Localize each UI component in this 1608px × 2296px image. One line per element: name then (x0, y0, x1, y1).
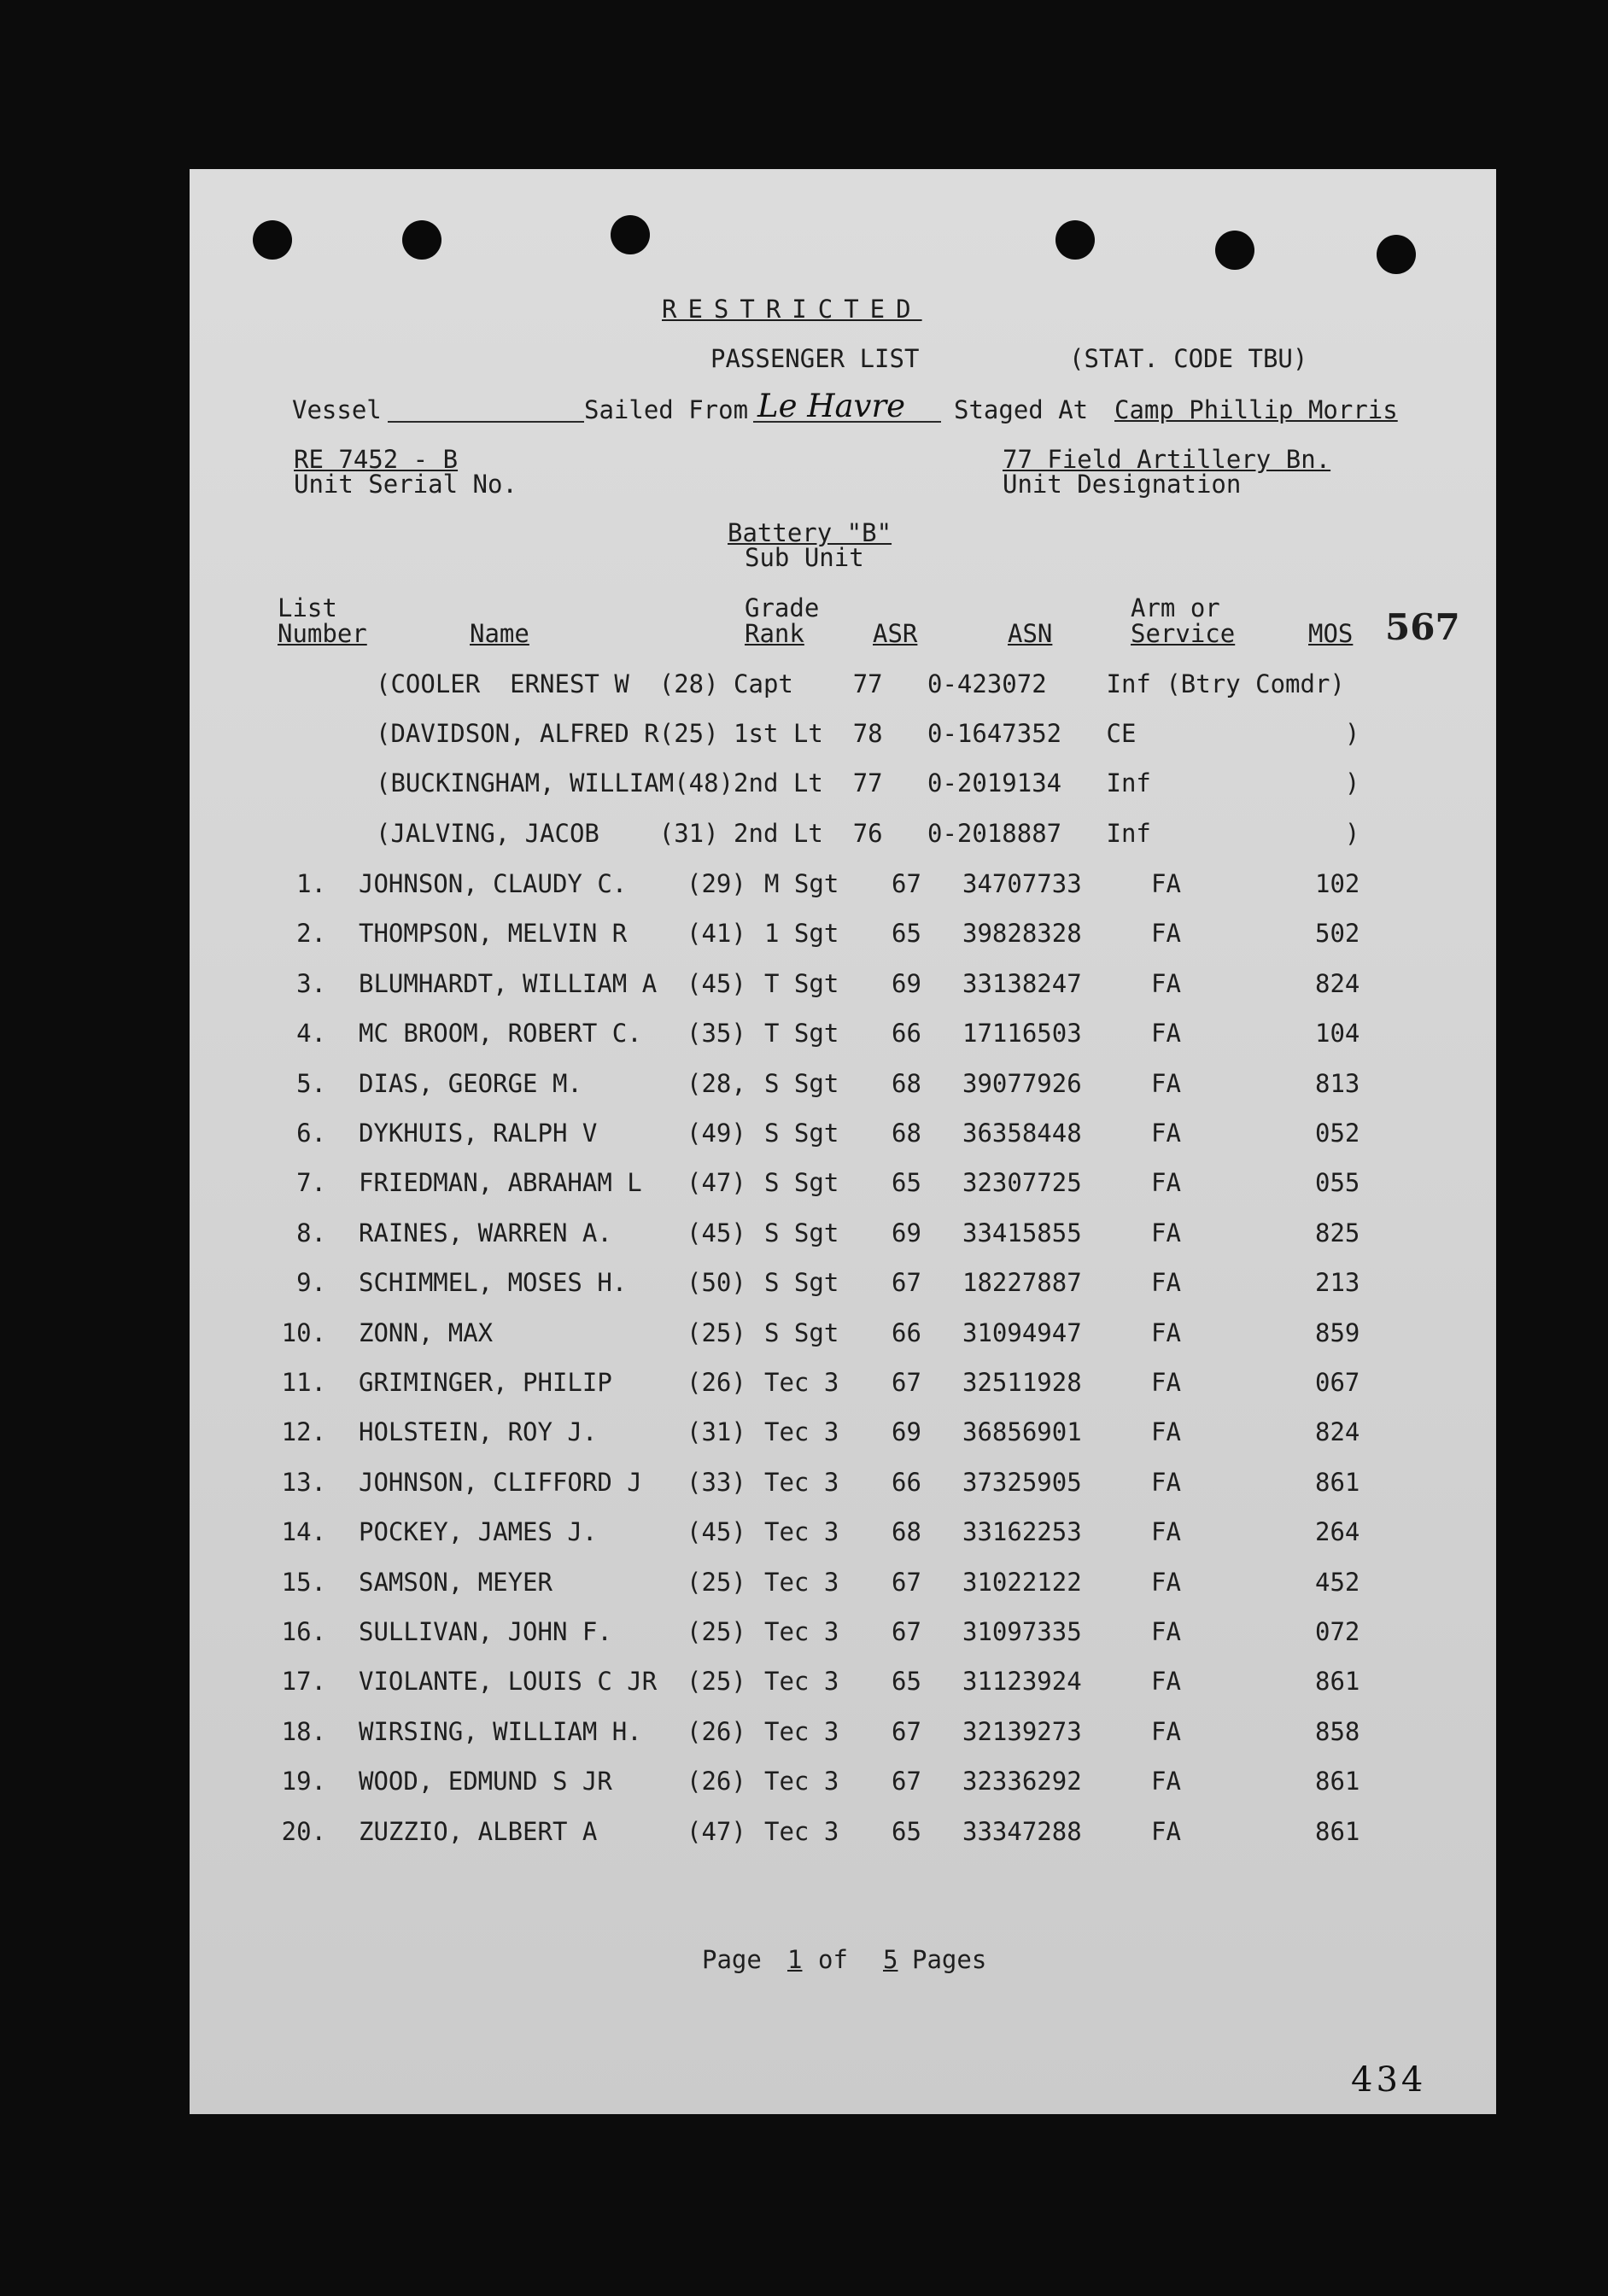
cell-mos: 861 (1315, 1467, 1360, 1497)
cell-name: JOHNSON, CLIFFORD J (359, 1467, 642, 1497)
cell-rank: S Sgt (764, 1317, 839, 1347)
table-row (190, 1617, 1496, 1654)
cell-asn: 34707733 (962, 869, 1082, 898)
cell-rank: S Sgt (764, 1218, 839, 1247)
cell-name: FRIEDMAN, ABRAHAM L (359, 1168, 642, 1198)
officer-row: (DAVIDSON, ALFRED R(25) 1st Lt 78 0-1647352 CE ) (376, 719, 1360, 748)
document-title: PASSENGER LIST (710, 344, 920, 373)
cell-name: GRIMINGER, PHILIP (359, 1368, 612, 1397)
cell-num: 2. (296, 919, 326, 949)
page-total: 5 (883, 1945, 898, 1974)
table-row (190, 1218, 1496, 1255)
cell-age: (26) (687, 1368, 746, 1397)
cell-asr: 67 (892, 1567, 921, 1597)
cell-num: 5. (296, 1068, 326, 1098)
cell-name: JOHNSON, CLAUDY C. (359, 869, 628, 898)
cell-age: (47) (687, 1168, 746, 1198)
cell-asn: 31094947 (962, 1317, 1082, 1347)
cell-rank: Tec 3 (764, 1716, 839, 1746)
cell-mos: 052 (1315, 1119, 1360, 1148)
cell-num: 12. (281, 1417, 326, 1447)
table-row (190, 1816, 1496, 1854)
cell-num: 14. (281, 1517, 326, 1547)
unit-serial-value: RE 7452 - B (294, 445, 459, 474)
cell-arm: FA (1151, 1119, 1181, 1148)
cell-arm: FA (1151, 1567, 1181, 1597)
cell-arm: FA (1151, 1317, 1181, 1347)
cell-asr: 68 (892, 1517, 921, 1547)
cell-mos: 104 (1315, 1019, 1360, 1049)
cell-arm: FA (1151, 1617, 1181, 1646)
cell-num: 15. (281, 1567, 326, 1597)
cell-name: DYKHUIS, RALPH V (359, 1119, 598, 1148)
cell-asr: 65 (892, 1816, 921, 1846)
pages-label: Pages (912, 1945, 987, 1974)
cell-arm: FA (1151, 968, 1181, 998)
cell-name: SCHIMMEL, MOSES H. (359, 1268, 628, 1298)
cell-num: 7. (296, 1168, 326, 1198)
cell-age: (50) (687, 1268, 746, 1298)
cell-asr: 67 (892, 1716, 921, 1746)
unit-designation-value: 77 Field Artillery Bn. (1003, 445, 1331, 474)
cell-name: ZUZZIO, ALBERT A (359, 1816, 598, 1846)
cell-arm: FA (1151, 1467, 1181, 1497)
officer-row: (JALVING, JACOB (31) 2nd Lt 76 0-2018887 Inf ) (376, 819, 1360, 848)
staged-at-value: Camp Phillip Morris (1114, 395, 1398, 424)
cell-asr: 68 (892, 1068, 921, 1098)
cell-rank: S Sgt (764, 1068, 839, 1098)
cell-age: (25) (687, 1667, 746, 1697)
cell-name: VIOLANTE, LOUIS C JR (359, 1667, 658, 1697)
cell-asn: 32139273 (962, 1716, 1082, 1746)
cell-asn: 33162253 (962, 1517, 1082, 1547)
table-row (190, 869, 1496, 906)
cell-name: WIRSING, WILLIAM H. (359, 1716, 642, 1746)
cell-asn: 33415855 (962, 1218, 1082, 1247)
cell-asn: 36856901 (962, 1417, 1082, 1447)
cell-name: HOLSTEIN, ROY J. (359, 1417, 598, 1447)
cell-mos: 861 (1315, 1667, 1360, 1697)
cell-rank: S Sgt (764, 1119, 839, 1148)
cell-asr: 65 (892, 919, 921, 949)
cell-mos: 861 (1315, 1767, 1360, 1796)
corner-number: 567 (1385, 606, 1460, 648)
cell-name: RAINES, WARREN A. (359, 1218, 612, 1247)
cell-num: 8. (296, 1218, 326, 1247)
cell-rank: T Sgt (764, 1019, 839, 1049)
cell-arm: FA (1151, 1767, 1181, 1796)
cell-mos: 055 (1315, 1168, 1360, 1198)
handwritten-page-number: 434 (1351, 2060, 1427, 2100)
cell-mos: 858 (1315, 1716, 1360, 1746)
cell-asn: 39828328 (962, 919, 1082, 949)
table-row (190, 1517, 1496, 1554)
cell-age: (35) (687, 1019, 746, 1049)
cell-asr: 67 (892, 1617, 921, 1646)
col-mos: MOS (1308, 619, 1354, 648)
cell-mos: 813 (1315, 1068, 1360, 1098)
punch-hole (1377, 235, 1416, 274)
cell-arm: FA (1151, 1716, 1181, 1746)
cell-asn: 31022122 (962, 1567, 1082, 1597)
cell-age: (25) (687, 1567, 746, 1597)
cell-age: (31) (687, 1417, 746, 1447)
cell-asn: 17116503 (962, 1019, 1082, 1049)
punch-hole (1055, 220, 1095, 260)
cell-asn: 32511928 (962, 1368, 1082, 1397)
col-asn: ASN (1008, 619, 1053, 648)
cell-rank: Tec 3 (764, 1467, 839, 1497)
cell-num: 20. (281, 1816, 326, 1846)
cell-num: 9. (296, 1268, 326, 1298)
cell-num: 19. (281, 1767, 326, 1796)
cell-arm: FA (1151, 1019, 1181, 1049)
cell-num: 3. (296, 968, 326, 998)
cell-rank: Tec 3 (764, 1617, 839, 1646)
col-list-number-line1: List (278, 593, 337, 622)
cell-rank: Tec 3 (764, 1767, 839, 1796)
cell-asr: 68 (892, 1119, 921, 1148)
cell-asr: 67 (892, 1368, 921, 1397)
cell-age: (45) (687, 1517, 746, 1547)
cell-asn: 39077926 (962, 1068, 1082, 1098)
cell-num: 13. (281, 1467, 326, 1497)
cell-rank: S Sgt (764, 1268, 839, 1298)
cell-mos: 072 (1315, 1617, 1360, 1646)
cell-mos: 824 (1315, 968, 1360, 998)
stat-code: (STAT. CODE TBU) (1069, 344, 1308, 373)
document-sheet (190, 169, 1496, 2114)
col-arm-line2: Service (1131, 619, 1236, 648)
table-row (190, 1417, 1496, 1454)
cell-asr: 65 (892, 1667, 921, 1697)
cell-age: (25) (687, 1617, 746, 1646)
cell-asn: 33347288 (962, 1816, 1082, 1846)
cell-mos: 861 (1315, 1816, 1360, 1846)
cell-name: SULLIVAN, JOHN F. (359, 1617, 612, 1646)
table-row (190, 968, 1496, 1006)
officer-row: (BUCKINGHAM, WILLIAM(48)2nd Lt 77 0-2019134 Inf ) (376, 768, 1360, 797)
cell-age: (45) (687, 1218, 746, 1247)
cell-asn: 18227887 (962, 1268, 1082, 1298)
officer-row: (COOLER ERNEST W (28) Capt 77 0-423072 Inf (Btry Comdr) (376, 669, 1345, 698)
cell-asr: 67 (892, 869, 921, 898)
cell-mos: 102 (1315, 869, 1360, 898)
cell-rank: Tec 3 (764, 1517, 839, 1547)
table-row (190, 1121, 1496, 1155)
cell-name: BLUMHARDT, WILLIAM A (359, 968, 658, 998)
cell-mos: 859 (1315, 1317, 1360, 1347)
cell-arm: FA (1151, 1168, 1181, 1198)
cell-arm: FA (1151, 869, 1181, 898)
cell-age: (25) (687, 1317, 746, 1347)
page-label: Page (702, 1945, 762, 1974)
table-row (190, 1370, 1496, 1405)
cell-arm: FA (1151, 919, 1181, 949)
punch-hole (402, 220, 441, 260)
table-row (190, 1467, 1496, 1504)
cell-rank: Tec 3 (764, 1368, 839, 1397)
cell-asn: 31123924 (962, 1667, 1082, 1697)
punch-hole (611, 215, 650, 254)
cell-num: 1. (296, 869, 326, 898)
table-row (190, 1268, 1496, 1305)
cell-rank: M Sgt (764, 869, 839, 898)
cell-rank: Tec 3 (764, 1567, 839, 1597)
col-arm-line1: Arm or (1131, 593, 1220, 622)
cell-num: 11. (281, 1368, 326, 1397)
cell-num: 18. (281, 1716, 326, 1746)
sailed-from-value: Le Havre (757, 388, 906, 424)
cell-age: (47) (687, 1816, 746, 1846)
table-row (190, 1317, 1496, 1355)
cell-asn: 32307725 (962, 1168, 1082, 1198)
table-row (190, 1068, 1496, 1106)
cell-num: 17. (281, 1667, 326, 1697)
classification-heading: RESTRICTED (662, 295, 922, 324)
table-row (190, 921, 1496, 955)
cell-num: 4. (296, 1019, 326, 1049)
cell-rank: S Sgt (764, 1168, 839, 1198)
cell-name: DIAS, GEORGE M. (359, 1068, 582, 1098)
table-row (190, 1021, 1496, 1055)
table-row (190, 1168, 1496, 1205)
cell-age: (28, (687, 1068, 746, 1098)
cell-name: WOOD, EDMUND S JR (359, 1767, 612, 1796)
of-label: of (818, 1945, 848, 1974)
staged-at-label: Staged At (954, 395, 1089, 424)
page-number: 1 (787, 1945, 803, 1974)
vessel-blank-line (388, 421, 584, 423)
cell-mos: 452 (1315, 1567, 1360, 1597)
cell-age: (41) (687, 919, 746, 949)
cell-arm: FA (1151, 1816, 1181, 1846)
cell-name: SAMSON, MEYER (359, 1567, 553, 1597)
sailed-from-line (753, 421, 941, 423)
sub-unit-label: Sub Unit (745, 543, 864, 572)
cell-num: 6. (296, 1119, 326, 1148)
col-name: Name (470, 619, 529, 648)
table-row (190, 1567, 1496, 1604)
col-list-number-line2: Number (278, 619, 367, 648)
cell-rank: Tec 3 (764, 1667, 839, 1697)
cell-age: (26) (687, 1716, 746, 1746)
punch-hole (1215, 231, 1254, 270)
cell-name: THOMPSON, MELVIN R (359, 919, 628, 949)
unit-serial-label: Unit Serial No. (294, 470, 517, 499)
cell-name: ZONN, MAX (359, 1317, 494, 1347)
cell-asn: 33138247 (962, 968, 1082, 998)
col-grade-line1: Grade (745, 593, 820, 622)
cell-asr: 66 (892, 1317, 921, 1347)
punch-hole (253, 220, 292, 260)
cell-mos: 502 (1315, 919, 1360, 949)
sailed-from-label: Sailed From (584, 395, 749, 424)
cell-asn: 32336292 (962, 1767, 1082, 1796)
cell-arm: FA (1151, 1417, 1181, 1447)
cell-arm: FA (1151, 1218, 1181, 1247)
cell-asr: 66 (892, 1019, 921, 1049)
cell-asn: 36358448 (962, 1119, 1082, 1148)
cell-mos: 824 (1315, 1417, 1360, 1447)
table-row (190, 1716, 1496, 1754)
cell-age: (26) (687, 1767, 746, 1796)
col-asr: ASR (873, 619, 918, 648)
cell-asr: 67 (892, 1268, 921, 1298)
cell-mos: 067 (1315, 1368, 1360, 1397)
cell-asr: 69 (892, 968, 921, 998)
cell-mos: 213 (1315, 1268, 1360, 1298)
cell-arm: FA (1151, 1068, 1181, 1098)
cell-arm: FA (1151, 1268, 1181, 1298)
cell-asn: 31097335 (962, 1617, 1082, 1646)
cell-asn: 37325905 (962, 1467, 1082, 1497)
cell-rank: Tec 3 (764, 1417, 839, 1447)
cell-num: 10. (281, 1317, 326, 1347)
cell-mos: 264 (1315, 1517, 1360, 1547)
cell-rank: 1 Sgt (764, 919, 839, 949)
cell-rank: Tec 3 (764, 1816, 839, 1846)
table-row (190, 1769, 1496, 1803)
cell-num: 16. (281, 1617, 326, 1646)
cell-arm: FA (1151, 1517, 1181, 1547)
sub-unit-value: Battery "B" (728, 518, 892, 547)
cell-name: MC BROOM, ROBERT C. (359, 1019, 642, 1049)
cell-asr: 69 (892, 1218, 921, 1247)
cell-rank: T Sgt (764, 968, 839, 998)
cell-age: (49) (687, 1119, 746, 1148)
table-row (190, 1669, 1496, 1703)
cell-name: POCKEY, JAMES J. (359, 1517, 598, 1547)
cell-asr: 66 (892, 1467, 921, 1497)
cell-age: (45) (687, 968, 746, 998)
cell-arm: FA (1151, 1667, 1181, 1697)
cell-asr: 69 (892, 1417, 921, 1447)
col-grade-line2: Rank (745, 619, 804, 648)
cell-arm: FA (1151, 1368, 1181, 1397)
cell-mos: 825 (1315, 1218, 1360, 1247)
cell-age: (29) (687, 869, 746, 898)
cell-asr: 65 (892, 1168, 921, 1198)
cell-asr: 67 (892, 1767, 921, 1796)
unit-designation-label: Unit Designation (1003, 470, 1242, 499)
cell-age: (33) (687, 1467, 746, 1497)
vessel-label: Vessel (292, 395, 382, 424)
